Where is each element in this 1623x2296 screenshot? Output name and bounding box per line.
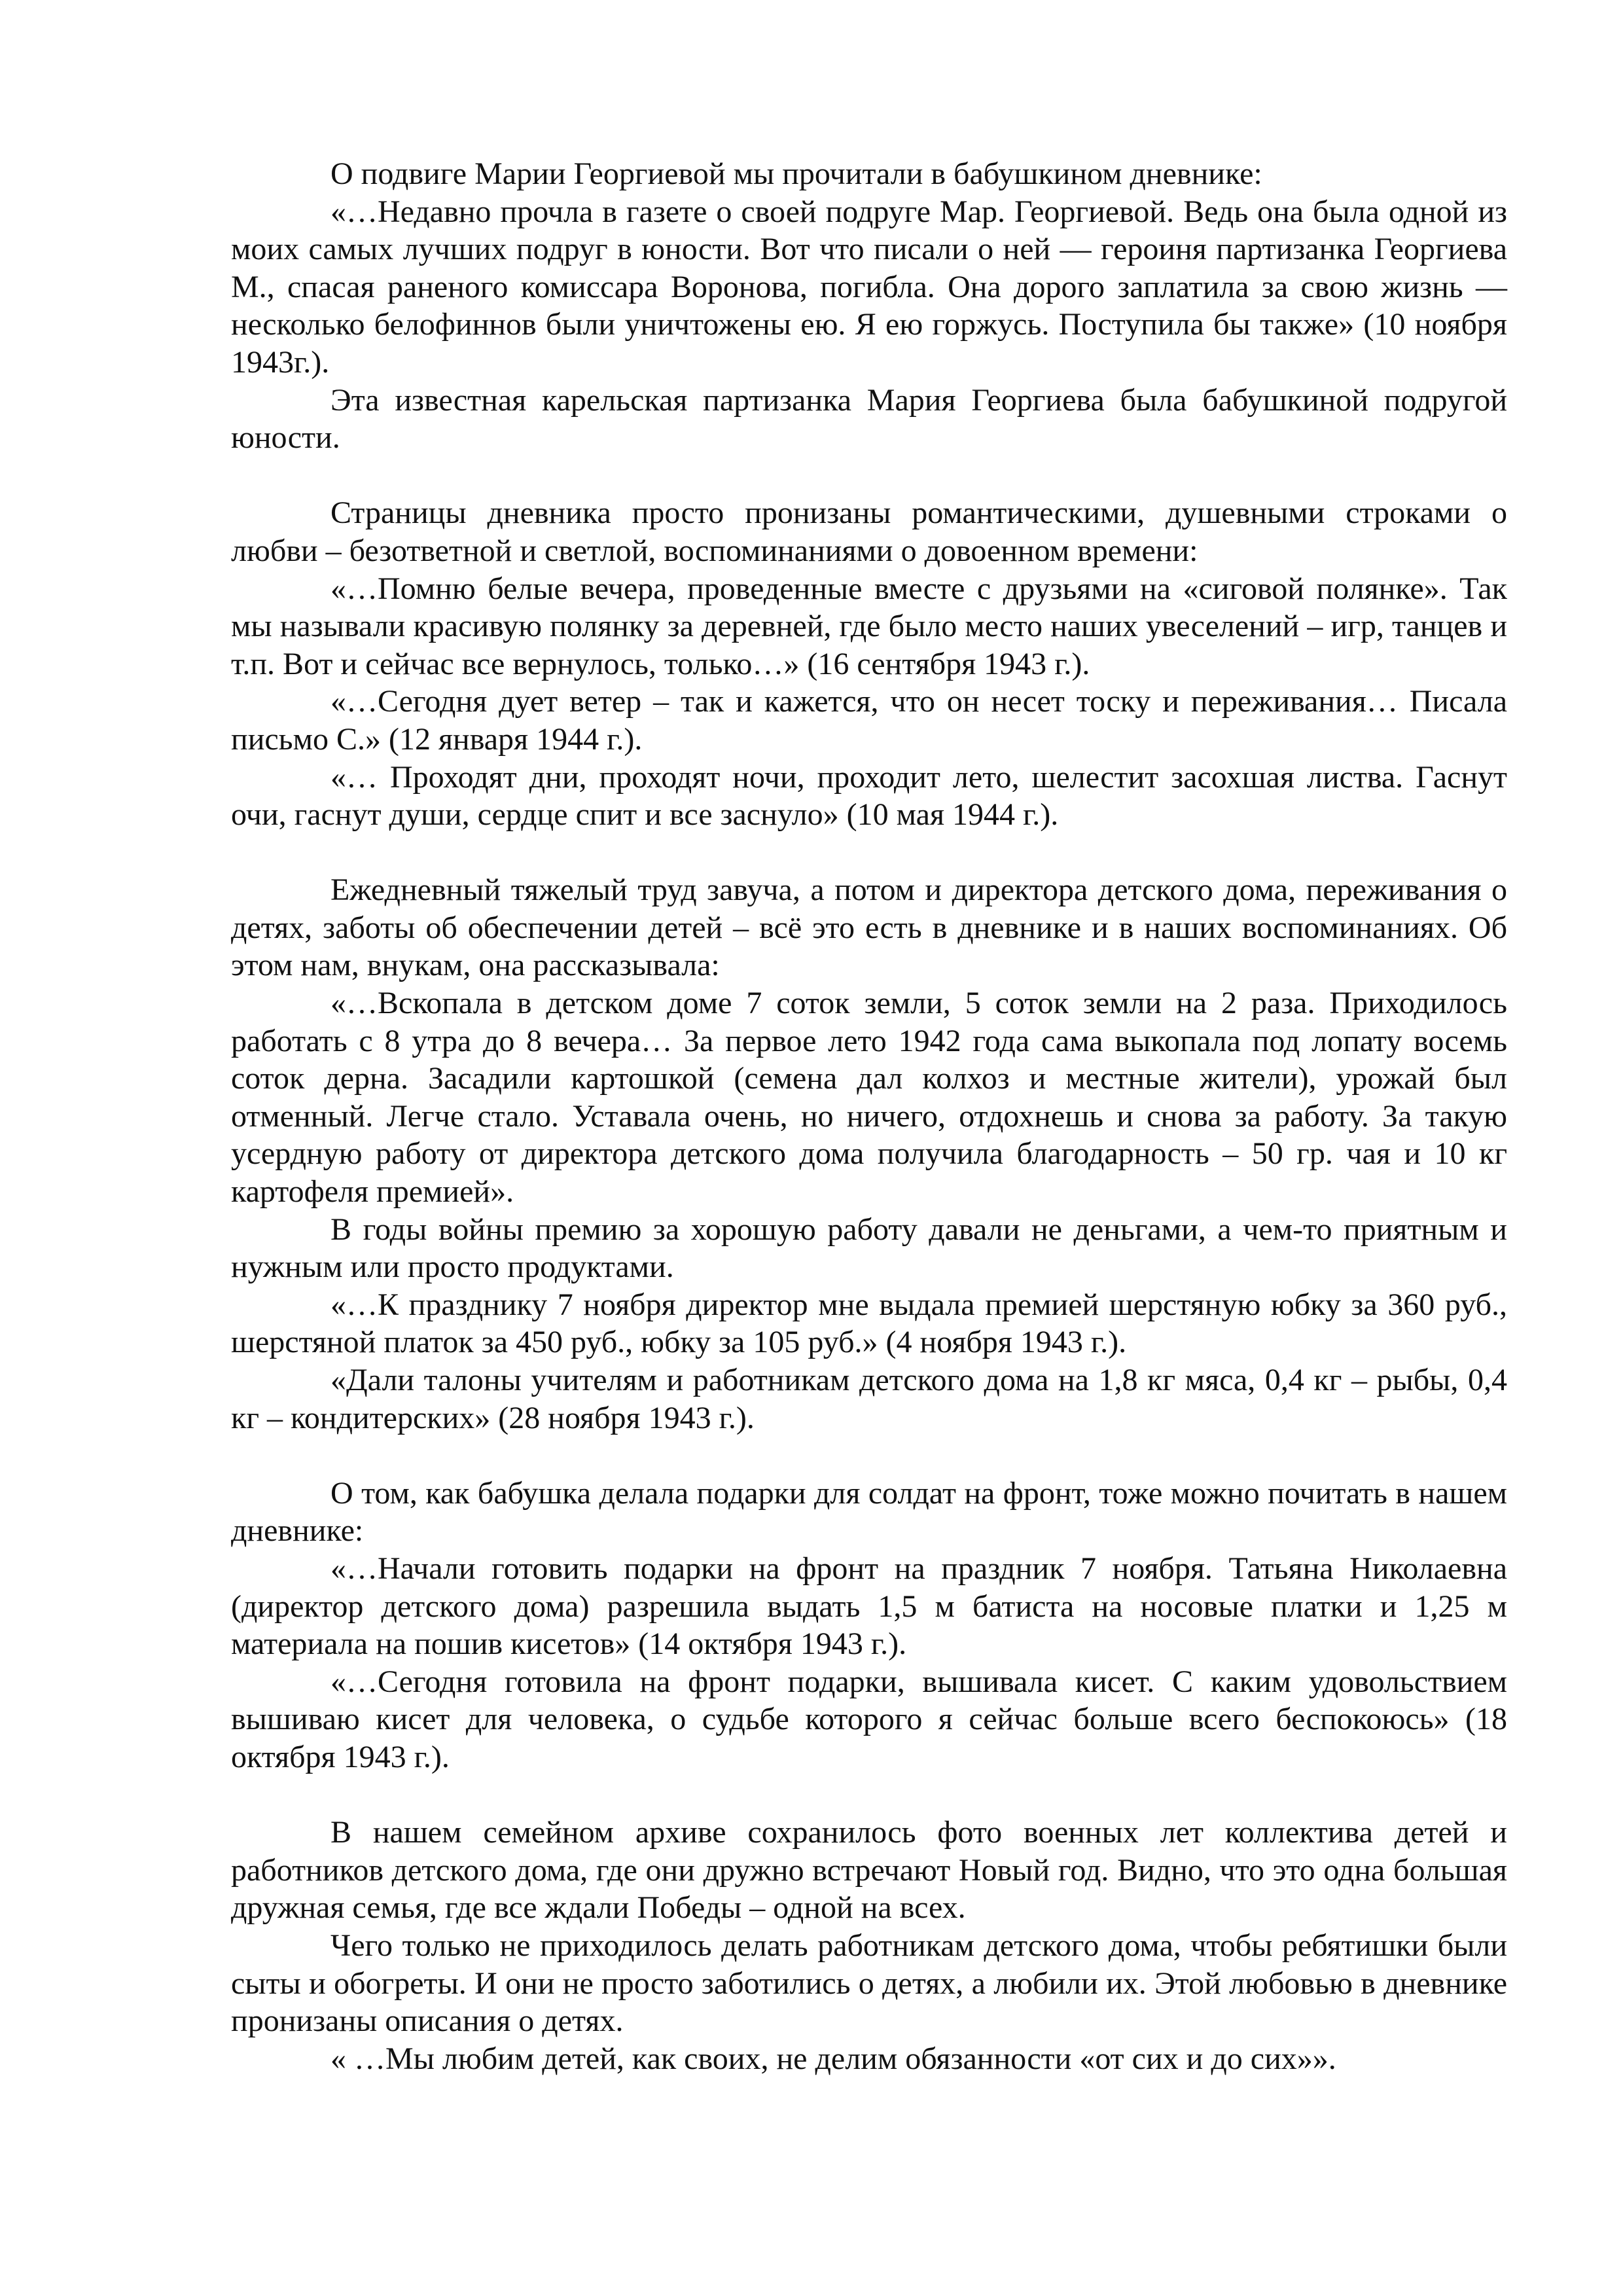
diary-quote: «…К празднику 7 ноября директор мне выдала премией шерстяную юбку за 360 руб., шерстяной платок за 450 руб., юбку за 105 руб.» (4 ноября 1943 г.).: [231, 1287, 1507, 1360]
diary-quote: «…Начали готовить подарки на фронт на праздник 7 ноября. Татьяна Николаевна (директор детского дома) разрешила выдать 1,5 м батиста на носовые платки и 1,25 м материала на пошив кисетов» (14 октября 1943 г.).: [231, 1551, 1507, 1662]
diary-quote: «…Вскопала в детском доме 7 соток земли, 5 соток земли на 2 раза. Приходилось работать с 8 утра до 8 вечера… За первое лето 1942 года сама выкопала под лопату восемь соток дерна. Засадили картошкой (семена дал колхоз и местные жители), урожай был отменный. Легче стало. Уставала очень, но ничего, отдохнешь и снова за работу. За такую усердную работу от директора детского дома получила благодарность – 50 гр. чая и 10 кг картофеля премией».: [231, 986, 1507, 1210]
paragraph: Ежедневный тяжелый труд завуча, а потом и директора детского дома, переживания о детях, заботы об обеспечении детей – всё это есть в дневнике и в наших воспоминаниях. Об этом нам, внукам, она рассказывала:: [231, 872, 1507, 983]
paragraph: Эта известная карельская партизанка Мария Георгиева была бабушкиной подругой юности.: [231, 382, 1507, 456]
diary-quote: «…Недавно прочла в газете о своей подруге Мар. Георгиевой. Ведь она была одной из моих самых лучших подруг в юности. Вот что писали о ней — героиня партизанка Георгиева М., спасая раненого комиссара Воронова, погибла. Она дорого заплатила за свою жизнь — несколько белофиннов были уничтожены ею. Я ею горжусь. Поступила бы также» (10 ноября 1943г.).: [231, 194, 1507, 380]
paragraph: Чего только не приходилось делать работникам детского дома, чтобы ребятишки были сыты и обогреты. И они не просто заботились о детях, а любили их. Этой любовью в дневнике пронизаны описания о детях.: [231, 1928, 1507, 2039]
section-romantic-lines: [231, 494, 1507, 833]
paragraph: О подвиге Марии Георгиевой мы прочитали в бабушкином дневнике:: [330, 156, 1262, 191]
section-maria-georgieva: [231, 155, 1507, 457]
paragraph: В нашем семейном архиве сохранилось фото военных лет коллектива детей и работников детского дома, где они дружно встречают Новый год. Видно, что это одна большая дружная семья, где все ждали Победы – одной на всех.: [231, 1815, 1507, 1926]
section-front-gifts: [231, 1475, 1507, 1776]
section-family-archive: [231, 1814, 1507, 2077]
section-daily-work: [231, 871, 1507, 1437]
diary-quote: «Дали талоны учителям и работникам детского дома на 1,8 кг мяса, 0,4 кг – рыбы, 0,4 кг – кондитерских» (28 ноября 1943 г.).: [231, 1363, 1507, 1435]
document-page: [231, 155, 1507, 2077]
diary-quote: « …Мы любим детей, как своих, не делим обязанности «от сих и до сих»».: [330, 2041, 1336, 2076]
diary-quote: «… Проходят дни, проходят ночи, проходит лето, шелестит засохшая листва. Гаснут очи, гаснут души, сердце спит и все заснуло» (10 мая 1944 г.).: [231, 759, 1507, 833]
paragraph: Страницы дневника просто пронизаны романтическими, душевными строками о любви – безответной и светлой, воспоминаниями о довоенном времени:: [231, 495, 1507, 568]
diary-quote: «…Сегодня готовила на фронт подарки, вышивала кисет. С каким удовольствием вышиваю кисет для человека, о судьбе которого я сейчас больше всего беспокоюсь» (18 октября 1943 г.).: [231, 1664, 1507, 1774]
paragraph: О том, как бабушка делала подарки для солдат на фронт, тоже можно почитать в нашем дневнике:: [231, 1475, 1507, 1549]
diary-quote: «…Помню белые вечера, проведенные вместе с друзьями на «сиговой полянке». Так мы называли красивую полянку за деревней, где было место наших увеселений – игр, танцев и т.п. Вот и сейчас все вернулось, только…» (16 сентября 1943 г.).: [231, 571, 1507, 681]
paragraph: В годы войны премию за хорошую работу давали не деньгами, а чем-то приятным и нужным или просто продуктами.: [231, 1211, 1507, 1285]
diary-quote: «…Сегодня дует ветер – так и кажется, что он несет тоску и переживания… Писала письмо С.» (12 января 1944 г.).: [231, 684, 1507, 757]
